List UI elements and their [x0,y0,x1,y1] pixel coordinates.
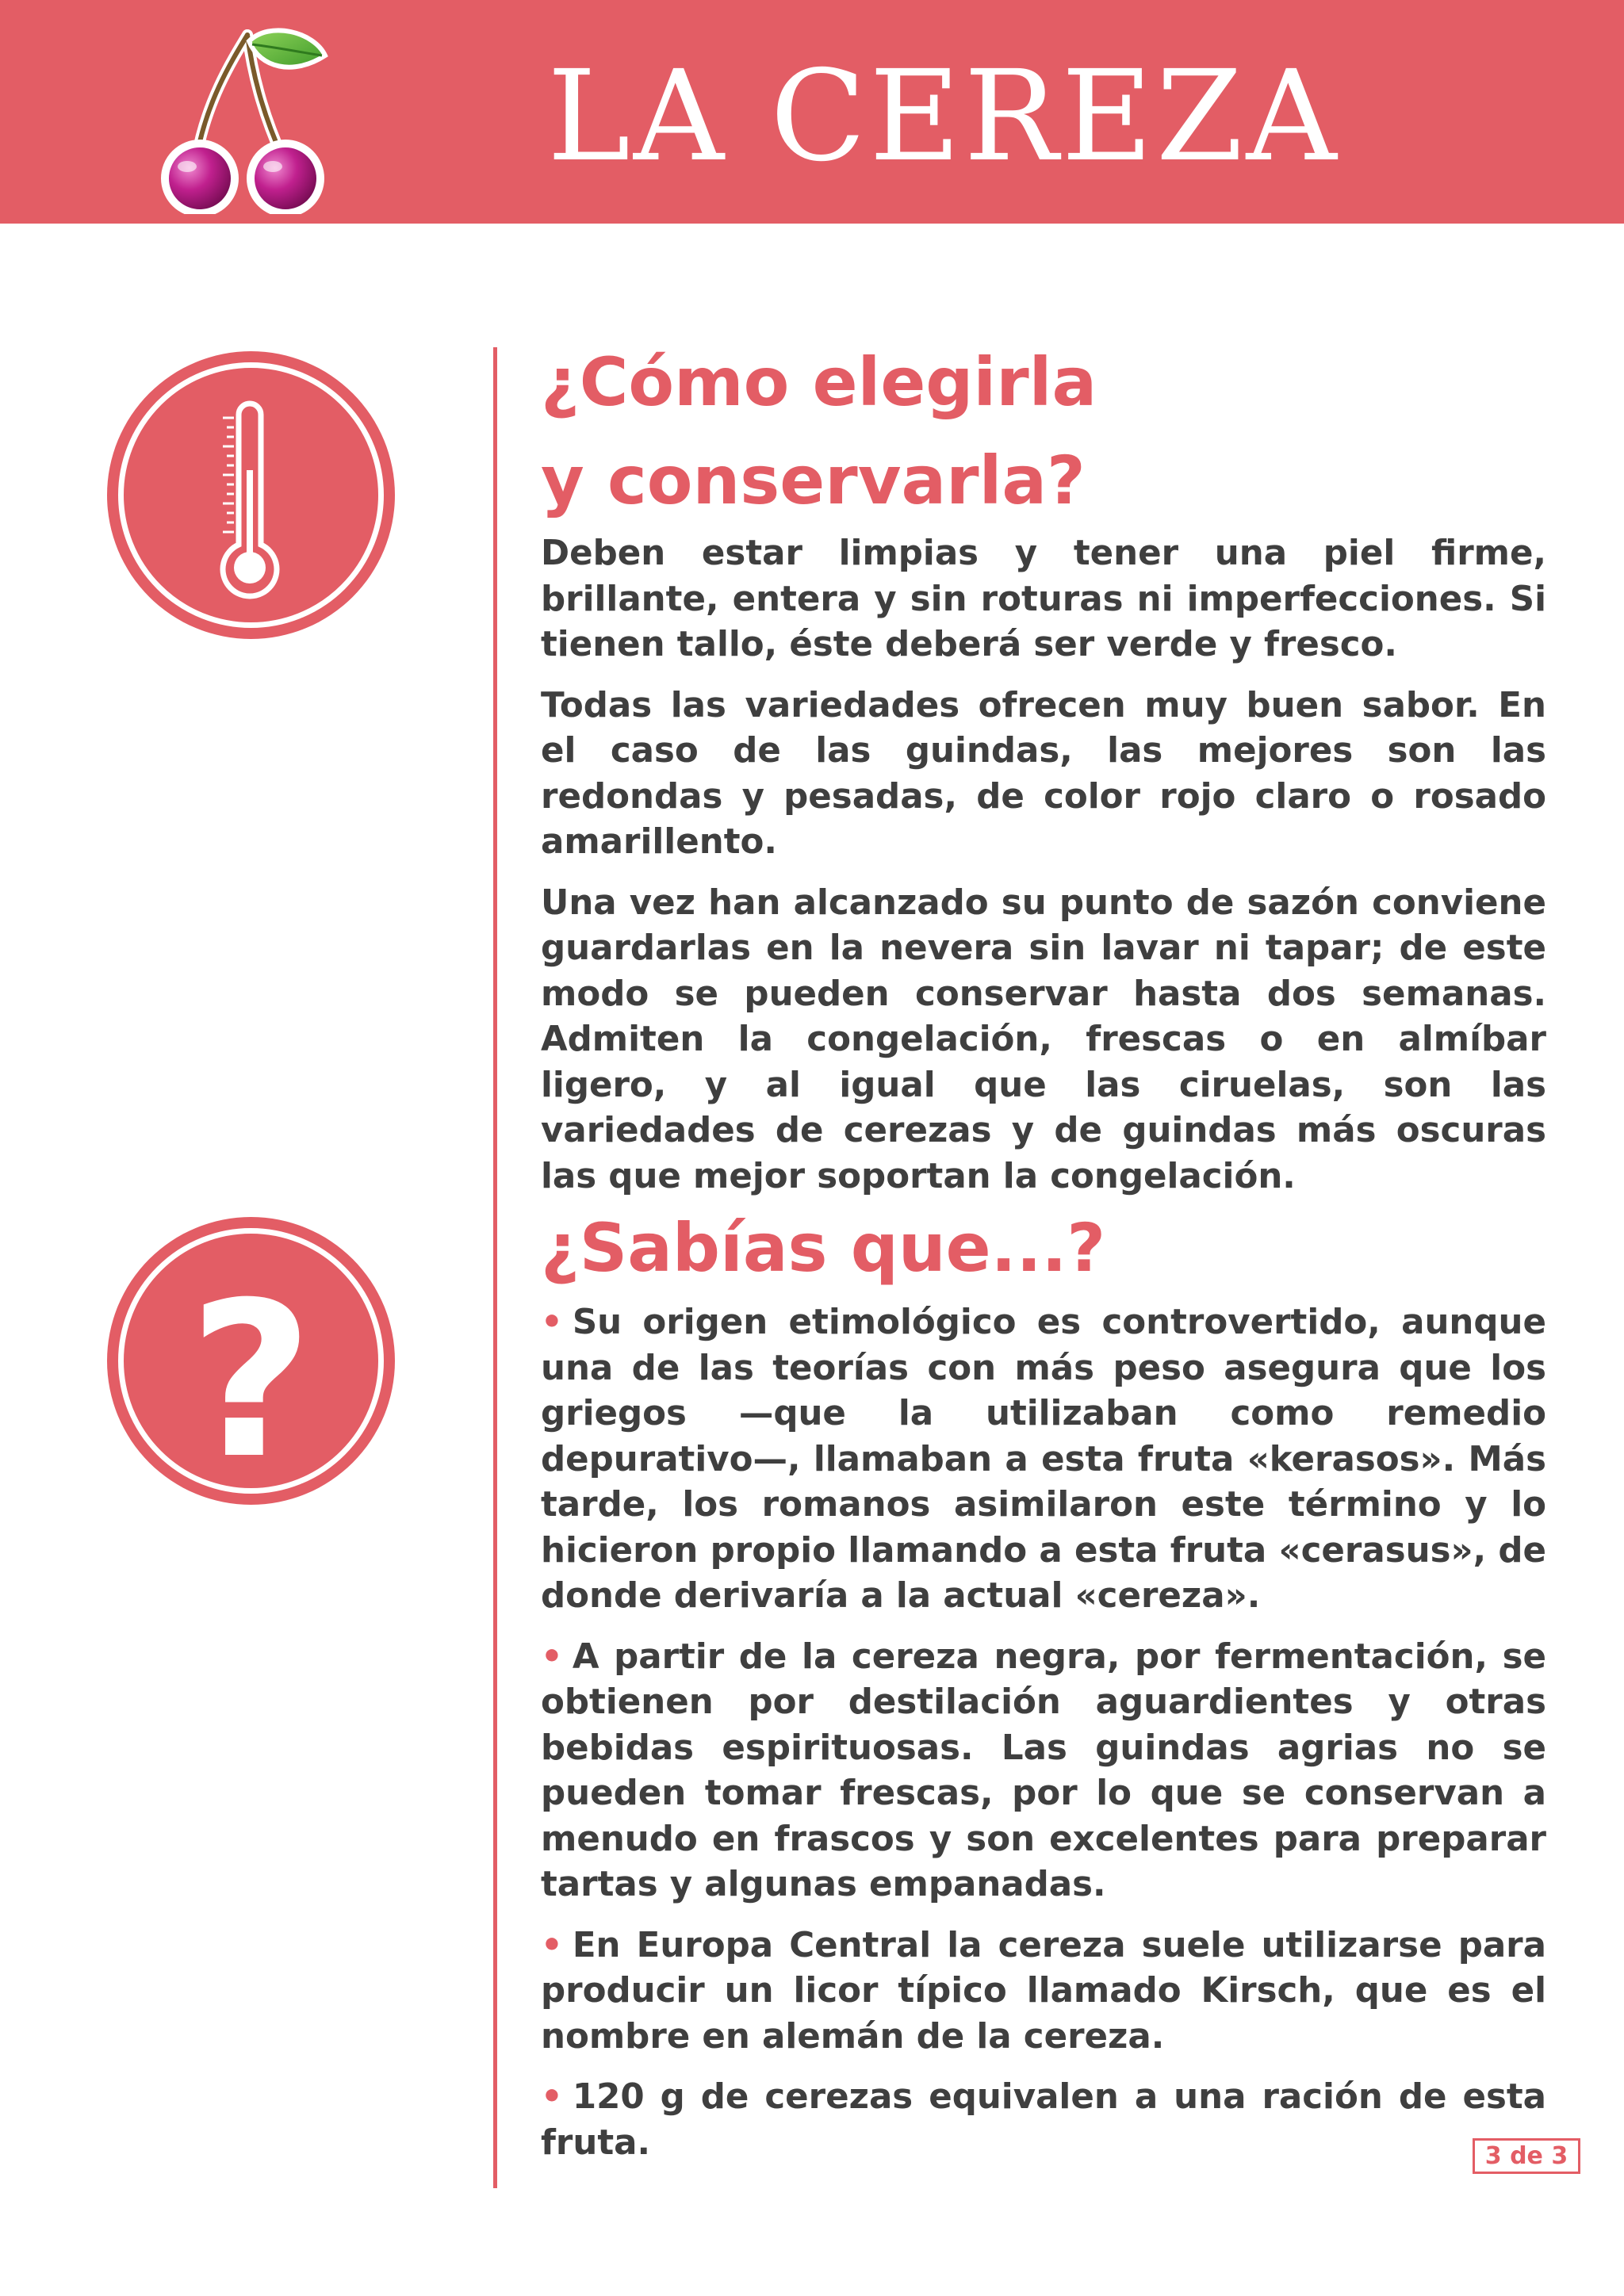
section-title-line: y conservarla? [541,442,1086,519]
section-title-did-you-know: ¿Sabías que...? [541,1209,1106,1287]
list-item [541,2075,1546,2166]
list-item-text: Su origen etimológico es controvertido, aunque una de las teorías con más peso asegura que los griegos —que la utilizaban como remedio depurativo—, llamaban a esta fruta «kerasos». Más tarde, los romanos asimilaron este término y lo hicieron propio llamando a esta fruta «cerasus», de donde derivaría a la actual «cereza». [541,1303,1546,1616]
bullet: • [541,2077,563,2117]
header-banner [0,0,1624,224]
list-item [541,1923,1546,2061]
section-title-choose [541,333,1097,530]
paragraph: Una vez han alcanzado su punto de sazón conviene guardarlas en la nevera sin lavar ni tapar; de este modo se pueden conservar hasta dos semanas. Admiten la congelación, frescas o en almíbar ligero, y al igual que las ciruelas, son las variedades de cerezas y de guindas más oscuras las que mejor soportan la congelación. [541,882,1546,1196]
cherry-icon [159,24,341,214]
list-item [541,1635,1546,1908]
bullet: • [541,1925,563,1965]
vertical-divider [493,347,497,2188]
page-number: 3 de 3 [1473,2138,1580,2174]
svg-text:?: ? [189,1256,313,1505]
paragraph: Todas las variedades ofrecen muy buen sabor. En el caso de las guindas, las mejores son las redondas y pesadas, de color rojo claro o rosado amarillento. [541,685,1546,862]
section-title-line: ¿Cómo elegirla [541,343,1097,421]
question-icon [107,1217,395,1505]
section-body-did-you-know [541,1300,1546,2181]
list-item-text: 120 g de cerezas equivalen a una ración de esta fruta. [541,2077,1546,2163]
bullet: • [541,1303,563,1342]
bullet: • [541,1636,563,1677]
list-item-text: En Europa Central la cereza suele utilizarse para producir un licor típico llamado Kirsch, que es el nombre en alemán de la cereza. [541,1925,1546,2057]
thermometer-icon [107,351,395,639]
list-item [541,1300,1546,1620]
page-title: LA CEREZA [547,44,1340,189]
paragraph: Deben estar limpias y tener una piel firme, brillante, entera y sin roturas ni imperfecciones. Si tienen tallo, éste deberá ser verde y fresco. [541,534,1546,664]
section-body-choose [541,531,1546,1215]
list-item-text: A partir de la cereza negra, por fermentación, se obtienen por destilación aguardientes y otras bebidas espirituosas. Las guindas agrias no se pueden tomar frescas, por lo que se conservan a menudo en frascos y son excelentes para preparar tartas y algunas empanadas. [541,1636,1546,1904]
